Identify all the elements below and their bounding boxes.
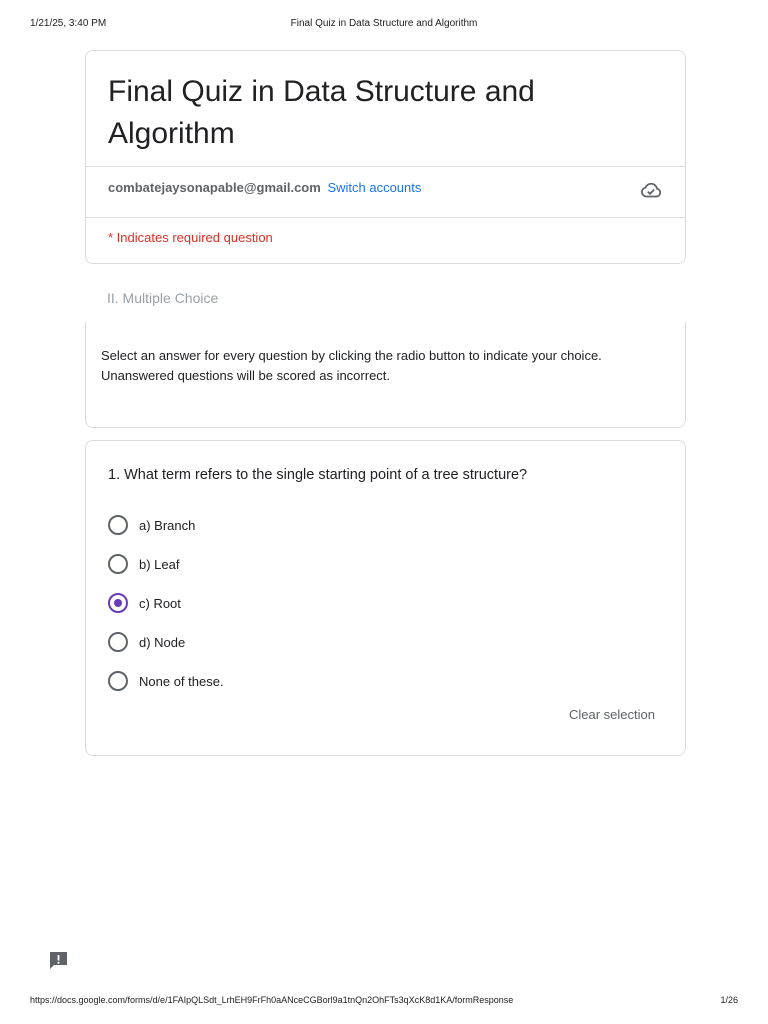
form-title: Final Quiz in Data Structure and Algorithm xyxy=(108,75,535,150)
print-page-number: 1/26 xyxy=(720,995,738,1005)
required-note: * Indicates required question xyxy=(108,230,273,245)
clear-selection-button[interactable]: Clear selection xyxy=(569,707,655,722)
print-header xyxy=(0,18,768,34)
print-url: https://docs.google.com/forms/d/e/1FAIpQLSdt_LrhEH9FrFh0aANceCGBorl9a1tnQn2OhFTs3qXcK8d1KA/formResponse xyxy=(30,995,514,1005)
account-email: combatejaysonapable@gmail.com xyxy=(108,180,321,195)
option-label: c) Root xyxy=(139,595,181,611)
account-row xyxy=(108,180,421,195)
option-label: d) Node xyxy=(139,634,186,650)
cloud-saved-icon xyxy=(640,181,662,199)
section-description: Select an answer for every question by clicking the radio button to indicate your choice. Unanswered questions will be scored as incorrect. xyxy=(101,348,602,383)
form-header-card xyxy=(85,50,686,264)
option-label: b) Leaf xyxy=(139,556,180,572)
switch-accounts-link[interactable]: Switch accounts xyxy=(327,180,422,195)
option-none[interactable] xyxy=(108,669,224,693)
print-footer xyxy=(0,995,768,1009)
radio-button[interactable] xyxy=(108,554,128,574)
option-root[interactable] xyxy=(108,591,181,615)
section-description-card xyxy=(85,322,686,428)
header-divider xyxy=(86,166,685,167)
account-divider xyxy=(86,217,685,218)
radio-button[interactable] xyxy=(108,632,128,652)
option-label: a) Branch xyxy=(139,517,196,533)
radio-button[interactable] xyxy=(108,671,128,691)
option-branch[interactable] xyxy=(108,513,195,537)
question-card xyxy=(85,440,686,756)
radio-button-selected[interactable] xyxy=(108,593,128,613)
print-page-title: Final Quiz in Data Structure and Algorithm xyxy=(290,18,478,29)
option-node[interactable] xyxy=(108,630,185,654)
question-text: 1. What term refers to the single starting point of a tree structure? xyxy=(108,467,528,483)
feedback-icon[interactable] xyxy=(48,950,69,971)
section-title: II. Multiple Choice xyxy=(107,290,219,306)
print-datetime: 1/21/25, 3:40 PM xyxy=(30,18,107,29)
radio-button[interactable] xyxy=(108,515,128,535)
option-label: None of these. xyxy=(139,673,224,689)
option-leaf[interactable] xyxy=(108,552,179,576)
